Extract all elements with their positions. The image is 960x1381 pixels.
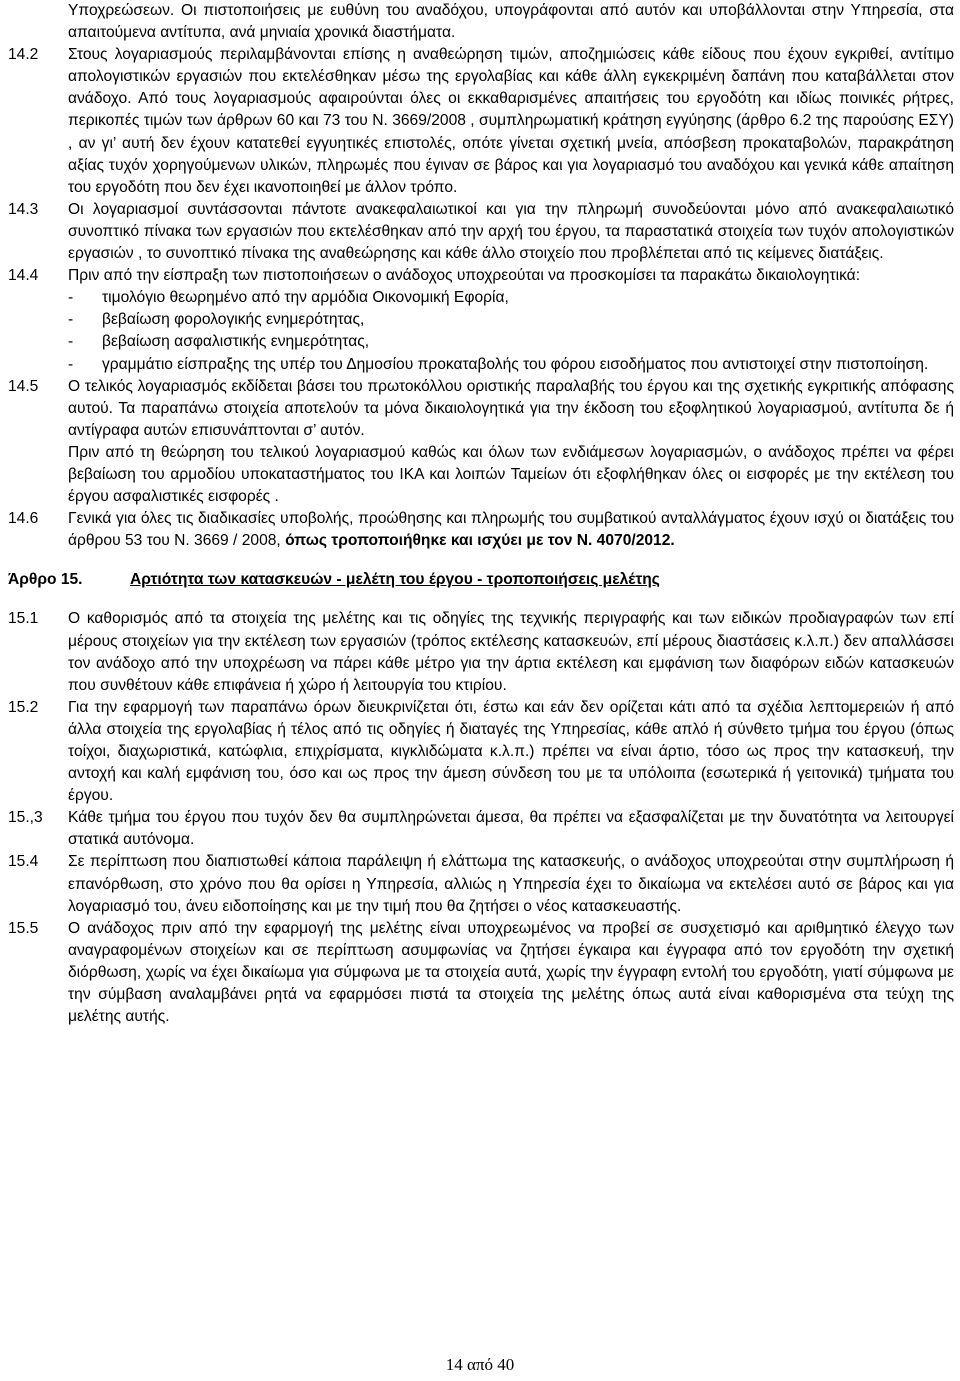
article-number: Άρθρο 15.	[8, 571, 83, 589]
paragraph-text-continued: Πριν από τη θεώρηση του τελικού λογαριασμού καθώς και όλων των ενδιάμεσων λογαριασμών, ο ανάδοχος πρέπει να φέρει βεβαίωση του αρμοδίου υποκαταστήματος του ΙΚΑ και λοιπών Ταμείων ότι εξοφλήθηκαν όλες οι εισφορές με την εκτέλεση του έργου ασφαλιστικές εισφορές .	[68, 443, 954, 506]
list-item	[68, 331, 954, 353]
paragraph-14-4	[0, 265, 960, 375]
paragraph-number: 14.2	[8, 46, 39, 64]
paragraph-15-4	[0, 851, 960, 917]
list-item-text: γραμμάτιο είσπραξης της υπέρ του Δημοσίου προκαταβολής του φόρου εισοδήματος που αντιστοιχεί στην πιστοποίηση.	[102, 355, 929, 373]
paragraph-text: Ο τελικός λογαριασμός εκδίδεται βάσει του πρωτοκόλλου οριστικής παραλαβής του έργου και της σχετικής εγκριτικής απόφασης αυτού. Τα παραπάνω στοιχεία αποτελούν τα μόνα δικαιολογητικά για την έκδοση του εξοφλητικού λογαριασμού, αντίτυπα δε ή αντίγραφα αυτών επισυνάπτονται σ’ αυτόν.	[68, 377, 954, 439]
paragraph-number: 14.5	[8, 377, 39, 395]
list-item	[68, 354, 954, 376]
paragraph-15-2	[0, 697, 960, 807]
paragraph-bold-text: όπως τροποποιήθηκε και ισχύει με τον Ν. 4070/2012.	[285, 532, 675, 550]
paragraph-number: 14.4	[8, 267, 39, 285]
paragraph-text: Οι λογαριασμοί συντάσσονται πάντοτε ανακεφαλαιωτικοί και για την πληρωμή συνοδεύονται μόνο από ανακεφαλαιωτικό συνοπτικό πίνακα των εργασιών που εκτελέσθηκαν από την αρχή του έργου, τα παραστατικά στοιχεία των τυχόν απολογιστικών εργασιών , το συνοπτικό πίνακα της αναθεώρησης και κάθε άλλο στοιχείο που προβλέπεται από τις κείμενες διατάξεις.	[68, 200, 954, 263]
paragraph-text: Ο ανάδοχος πριν από την εφαρμογή της μελέτης είναι υποχρεωμένος να προβεί σε συσχετισμό και αριθμητικό έλεγχο των αναγραφομένων στοιχείων και σε περίπτωση ασυμφωνίας να ζητήσει έγκαιρα και έγγραφα από τον εργοδότη την σχετική διόρθωση, χωρίς να έχει δικαίωμα για σύμφωνα με τα στοιχεία αυτά, χωρίς την έγγραφη εντολή του εργοδότη, γιατί σύμφωνα με την σύμβαση αναλαμβάνει ρητά να εφαρμόσει πιστά τα στοιχεία της μελέτης όπως αυτά είναι καθορισμένα στα τεύχη της μελέτης αυτής.	[68, 919, 954, 1026]
page-number-footer: 14 από 40	[445, 1355, 515, 1374]
paragraph-number: 15.,3	[8, 809, 43, 827]
paragraph-text: Πριν από την είσπραξη των πιστοποιήσεων ο ανάδοχος υποχρεούται να προσκομίσει τα παρακάτω δικαιολογητικά:	[68, 267, 861, 285]
paragraph-body	[68, 265, 954, 375]
paragraph-number: 14.3	[8, 200, 39, 218]
paragraph-text: Κάθε τμήμα του έργου που τυχόν δεν θα συμπληρώνεται άμεσα, θα πρέπει να εξασφαλίζεται με την δυνατότητα να λειτουργεί στατικά αυτόνομα.	[68, 809, 954, 849]
paragraph-number: 14.6	[8, 510, 39, 528]
article-title: Αρτιότητα των κατασκευών - μελέτη του έργου - τροποποιήσεις μελέτης	[130, 571, 660, 589]
list-item	[68, 309, 954, 331]
list-item-text: τιμολόγιο θεωρημένο από την αρμόδια Οικονομική Εφορία,	[102, 289, 509, 307]
paragraph-14-5	[0, 376, 960, 509]
paragraph-14-6	[0, 508, 960, 552]
list-dash: -	[68, 355, 74, 373]
list-item	[68, 287, 954, 309]
list-item-text: βεβαίωση φορολογικής ενημερότητας,	[102, 311, 365, 329]
paragraph-15-3	[0, 807, 960, 851]
paragraph-number: 15.2	[8, 698, 39, 716]
paragraph-number: 15.1	[8, 610, 39, 628]
paragraph-number: 15.4	[8, 853, 39, 871]
paragraph-text: Στους λογαριασμούς περιλαμβάνονται επίσης η αναθεώρηση τιμών, αποζημιώσεις κάθε είδους που έχουν εγκριθεί, αντίτιμο απολογιστικών εργασιών που εκτελέσθηκαν μέσω της εργολαβίας και κάθε άλλη εγκεκριμένη δαπάνη που καταβάλλεται στον ανάδοχο. Από τους λογαριασμούς αφαιρούνται όλες οι εκκαθαρισμένες απαιτήσεις του εργοδότη και ιδίως ποινικές ρήτρες, περικοπές τιμών των άρθρων 60 και 73 του Ν. 3669/2008 , συμπληρωματική κράτηση εγγύησης (άρθρο 6.2 της παρούσης ΕΣΥ) , αν γι’ αυτή δεν έχουν κατατεθεί εγγυητικές επιστολές, οπότε γίνεται σχετική μνεία, απόσβεση προκαταβολών, παρακράτηση αξίας τυχόν χορηγούμενων υλικών, πληρωμές που έγιναν σε βάρος και για λογαριασμό του αναδόχου και γενικά κάθε απαίτηση του εργοδότη που δεν έχει ικανοποιηθεί με άλλον τρόπο.	[68, 46, 954, 196]
continuation-paragraph: Υποχρεώσεων. Οι πιστοποιήσεις με ευθύνη του αναδόχου, υπογράφονται από αυτόν και υποβάλλονται στην Υπηρεσία, στα απαιτούμενα αντίτυπα, ανά μηνιαία χρονικά διαστήματα.	[68, 2, 954, 42]
paragraph-text: Ο καθορισμός από τα στοιχεία της μελέτης και τις οδηγίες της τεχνικής περιγραφής και των ειδικών προδιαγραφών των επί μέρους στοιχείων για την εκτέλεση των εργασιών (τρόπος εκτέλεσης κατασκευών, επί μέρους διαστάσεις κ.λ.π.) δεν απαλλάσσει τον ανάδοχο από την υποχρέωση να πάρει κάθε μέτρο για την άρτια εκτέλεση και εμφάνιση των διαφόρων ειδών κατασκευών που συνθέτουν κάθε επιφάνεια ή χώρο ή λειτουργία του κτιρίου.	[68, 610, 954, 694]
paragraph-15-1	[0, 608, 960, 696]
paragraph-text: Για την εφαρμογή των παραπάνω όρων διευκρινίζεται ότι, έστω και εάν δεν ορίζεται κάτι από τα σχέδια λεπτομερειών ή από άλλα στοιχεία της εργολαβίας ή τέλος από τις οδηγίες ή διαταγές της Υπηρεσίας, κάθε απλό ή σύνθετο τμήμα του έργου (όπως τοίχοι, διαχωριστικά, κατώφλια, επιχρίσματα, κιγκλιδώματα κ.λ.π.) πρέπει να είναι άρτιο, τόσο ως προς την κατασκευή, την αντοχή και καλή εμφάνιση του, όσο και ως προς την άμεση σύνδεση του με τα υπόλοιπα (εσωτερικά ή γειτονικά) τμήματα του έργου.	[68, 698, 954, 805]
paragraph-14-2	[0, 44, 960, 199]
paragraph-number: 15.5	[8, 919, 39, 937]
list-dash: -	[68, 333, 74, 351]
paragraph-body	[68, 508, 954, 552]
list-item-text: βεβαίωση ασφαλιστικής ενημερότητας,	[102, 333, 370, 351]
paragraph-text: Σε περίπτωση που διαπιστωθεί κάποια παράλειψη ή ελάττωμα της κατασκευής, ο ανάδοχος υποχρεούται στην συμπλήρωση ή επανόρθωση, στο χρόνο που θα ορίσει η Υπηρεσία, αλλιώς η Υπηρεσία έχει το δικαίωμα να εκτελέσει αυτό σε βάρος και για λογαριασμό του, άνευ ειδοποίησης και με την τιμή που θα ζητήσει ο νέος κατασκευαστής.	[68, 853, 954, 915]
paragraph-14-3	[0, 199, 960, 265]
paragraph-text: Γενικά για όλες τις διαδικασίες υποβολής, προώθησης και πληρωμής του συμβατικού ανταλλάγματος έχουν ισχύ οι διατάξεις του άρθρου 53 του Ν. 3669 / 2008,	[68, 510, 954, 550]
paragraph-15-5	[0, 918, 960, 1028]
list-dash: -	[68, 311, 74, 329]
paragraph-body	[68, 376, 954, 509]
article-heading	[0, 569, 960, 591]
list-dash: -	[68, 289, 74, 307]
